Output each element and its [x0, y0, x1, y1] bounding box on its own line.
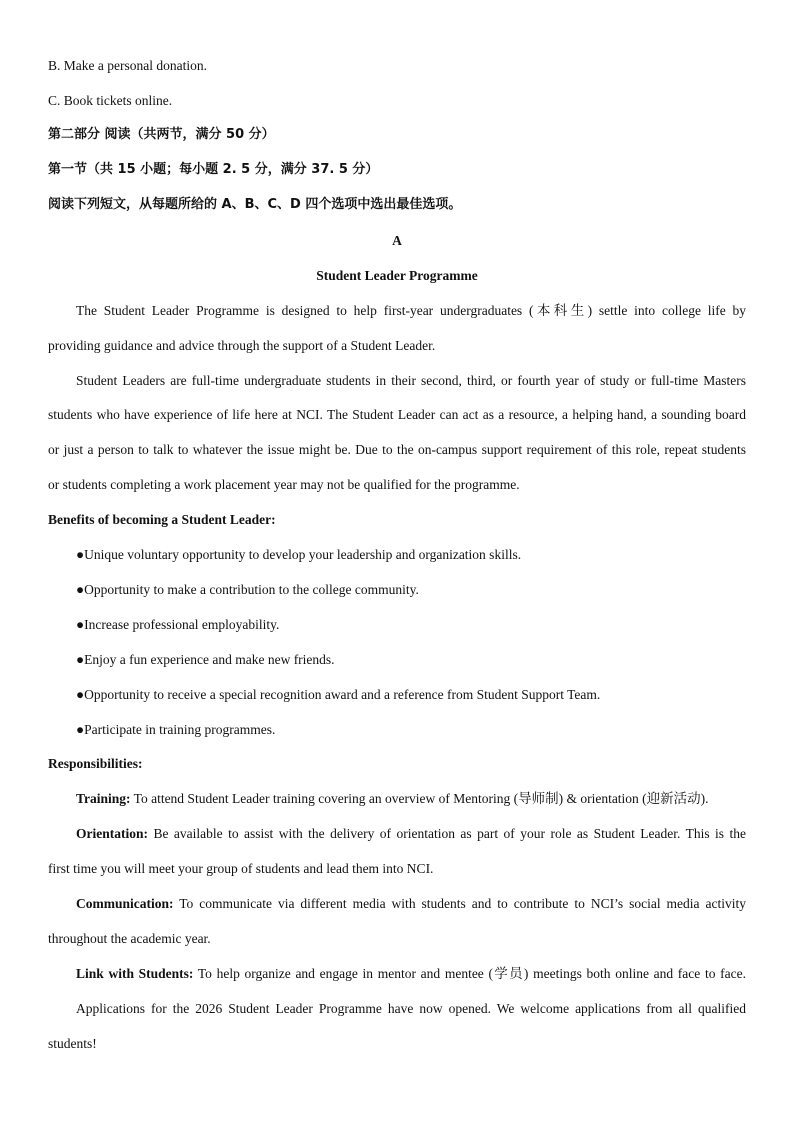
benefits-heading: Benefits of becoming a Student Leader:	[48, 512, 276, 527]
benefit-item: ●Enjoy a fun experience and make new friends.	[76, 652, 335, 667]
communication-line	[76, 896, 746, 912]
benefit-item: ●Opportunity to receive a special recognition award and a reference from Student Support Team.	[76, 687, 601, 702]
option-b: B. Make a personal donation.	[48, 58, 207, 73]
responsibilities-heading: Responsibilities:	[48, 756, 143, 771]
passage-letter: A	[392, 233, 402, 248]
orientation-text: Be available to assist with the delivery of orientation as part of your role as Student Leader. This is the	[148, 826, 746, 841]
communication-label: Communication:	[76, 896, 174, 911]
sub-header: 第一节（共 15 小题；每小题 2. 5 分，满分 37. 5 分）	[48, 162, 379, 177]
link-line	[76, 966, 746, 982]
orientation-line	[76, 826, 746, 842]
orientation-line: first time you will meet your group of students and lead them into NCI.	[48, 861, 434, 876]
paragraph-1-line: providing guidance and advice through the support of a Student Leader.	[48, 338, 436, 353]
training-label: Training:	[76, 791, 131, 806]
benefit-item: ●Unique voluntary opportunity to develop your leadership and organization skills.	[76, 547, 522, 562]
link-text: To help organize and engage in mentor and mentee (学员) meetings both online and face to face.	[193, 966, 746, 981]
communication-line: throughout the academic year.	[48, 931, 211, 946]
link-label: Link with Students:	[76, 966, 194, 981]
paragraph-1-line: The Student Leader Programme is designed to help first-year undergraduates (本科生) settle into college life by	[76, 303, 746, 318]
closing-line: students!	[48, 1036, 97, 1051]
paragraph-2-line: students who have experience of life here at NCI. The Student Leader can act as a resource, a helping hand, a sounding board	[48, 407, 746, 422]
paragraph-2-line: Student Leaders are full-time undergraduate students in their second, third, or fourth year of study or full-time Masters	[76, 373, 746, 388]
passage-title: Student Leader Programme	[316, 268, 478, 283]
training-text: To attend Student Leader training covering an overview of Mentoring (导师制) & orientation (迎新活动).	[130, 791, 709, 806]
communication-text: To communicate via different media with students and to contribute to NCI’s social media activity	[173, 896, 746, 911]
benefit-item: ●Opportunity to make a contribution to the college community.	[76, 582, 419, 597]
closing-line: Applications for the 2026 Student Leader Programme have now opened. We welcome applications from all qualified	[76, 1001, 746, 1016]
benefit-item: ●Increase professional employability.	[76, 617, 280, 632]
paragraph-2-line: or just a person to talk to whatever the issue might be. Due to the on-campus support requirement of this role, repeat students	[48, 442, 746, 457]
orientation-label: Orientation:	[76, 826, 148, 841]
option-c: C. Book tickets online.	[48, 93, 173, 108]
part-header: 第二部分 阅读（共两节，满分 50 分）	[48, 127, 275, 142]
paragraph-2-line: or students completing a work placement year may not be qualified for the programme.	[48, 477, 520, 492]
training-line	[76, 791, 709, 807]
instruction: 阅读下列短文，从每题所给的 A、B、C、D 四个选项中选出最佳选项。	[48, 197, 462, 212]
benefit-item: ●Participate in training programmes.	[76, 722, 276, 737]
